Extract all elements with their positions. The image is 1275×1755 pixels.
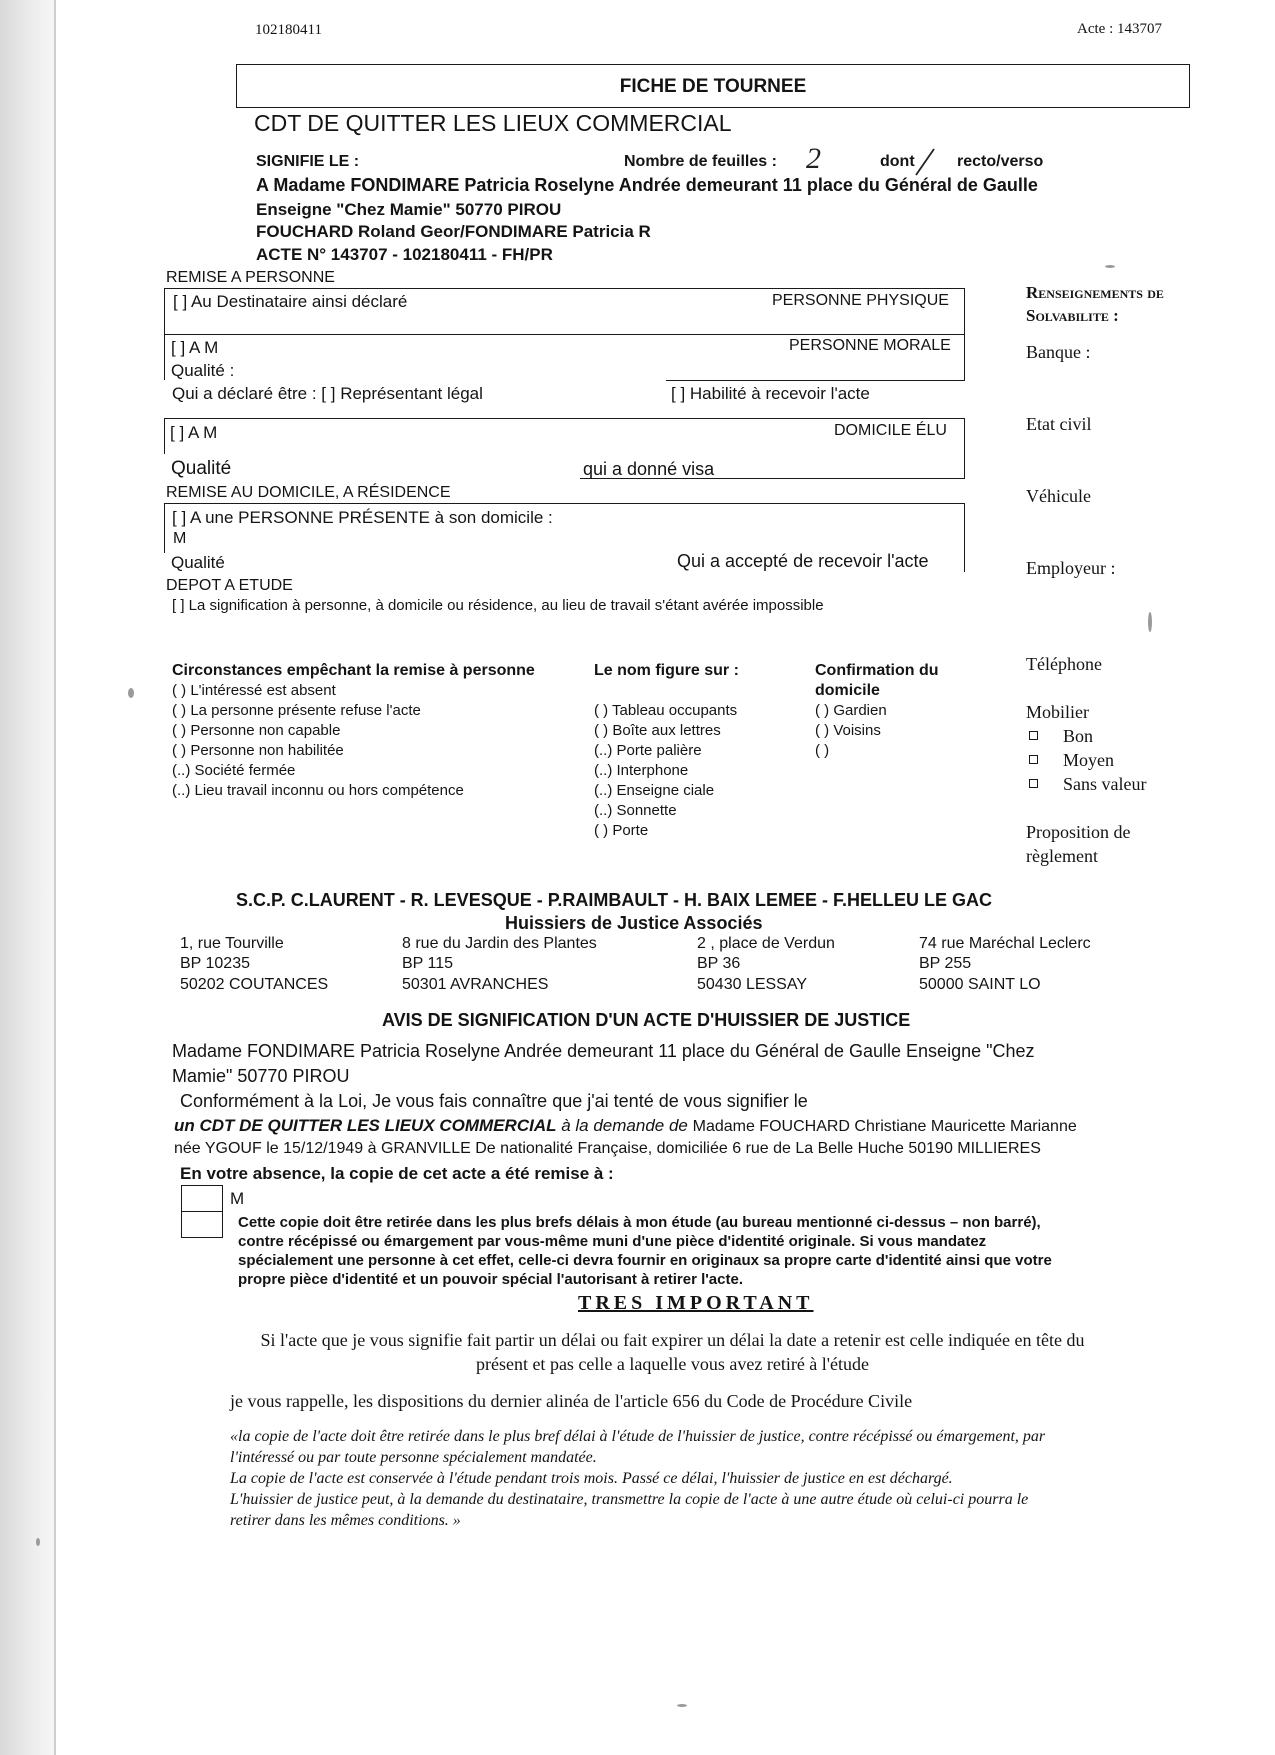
scan-speck (677, 1704, 687, 1707)
tres-important-heading: TRES IMPORTANT (578, 1292, 814, 1314)
confirmation-item[interactable]: ( ) Gardien (815, 702, 887, 719)
avis-addressee-2: Mamie" 50770 PIROU (172, 1066, 350, 1086)
mobilier-sans-valeur-checkbox[interactable] (1029, 779, 1038, 788)
delai-line-2: présent et pas celle a laquelle vous avez retiré à l'étude (475, 1354, 870, 1374)
domicile-m-label: M (173, 530, 187, 547)
article-line-2: l'intéressé ou par toute personne spécialement mandatée. (230, 1449, 597, 1466)
mobilier-bon-label: Bon (1063, 726, 1094, 746)
avis-m-label: M (230, 1189, 245, 1208)
nom-figure-item[interactable]: ( ) Tableau occupants (594, 702, 738, 719)
recipient-line-2: Enseigne "Chez Mamie" 50770 PIROU (256, 200, 562, 219)
habilite-checkbox[interactable]: [ ] Habilité à recevoir l'acte (671, 384, 870, 403)
am-checkbox-1[interactable]: [ ] A M (171, 338, 219, 357)
domicile-elu-label: DOMICILE ÉLU (834, 422, 947, 439)
qualite-label-3: Qualité (171, 553, 225, 572)
personne-morale-label: PERSONNE MORALE (789, 337, 951, 354)
am-checkbox-2[interactable]: [ ] A M (170, 423, 218, 442)
office-avranches-bp: BP 115 (402, 955, 454, 972)
dont-label: dont (880, 153, 915, 170)
scan-speck (36, 1538, 40, 1546)
confirmation-item[interactable]: ( ) (815, 742, 830, 759)
office-lessay-bp: BP 36 (697, 955, 741, 972)
accepte-label: Qui a accepté de recevoir l'acte (677, 551, 929, 571)
office-coutances-bp: BP 10235 (180, 955, 250, 972)
signifie-le-label: SIGNIFIE LE : (256, 153, 360, 170)
office-saint-lo-street: 74 rue Maréchal Leclerc (919, 935, 1091, 952)
personne-physique-label: PERSONNE PHYSIQUE (772, 292, 949, 309)
vehicule-label: Véhicule (1026, 486, 1091, 506)
avis-act-line (174, 1116, 1077, 1136)
recipient-line-3: FOUCHARD Roland Geor/FONDIMARE Patricia R (256, 222, 651, 241)
qualite-label-2: Qualité (171, 458, 232, 479)
article-line-3: La copie de l'acte est conservée à l'étude pendant trois mois. Passé ce délai, l'huissier de justice en est déchargé. (230, 1470, 953, 1487)
circonstance-item[interactable]: ( ) L'intéressé est absent (172, 682, 336, 699)
nom-figure-title: Le nom figure sur : (594, 662, 739, 679)
habilite-top-rule (666, 380, 965, 381)
scan-speck (1148, 612, 1152, 632)
circonstance-item[interactable]: ( ) Personne non capable (172, 722, 341, 739)
office-coutances-city: 50202 COUTANCES (180, 976, 329, 993)
reference-number: 102180411 (255, 22, 322, 38)
office-saint-lo-city: 50000 SAINT LO (919, 976, 1041, 993)
scan-edge-line (54, 0, 56, 1755)
scp-name: S.C.P. C.LAURENT - R. LEVESQUE - P.RAIMBAULT - H. BAIX LEMEE - F.HELLEU LE GAC (236, 890, 993, 910)
proposition-label-2: règlement (1026, 846, 1098, 866)
mobilier-moyen-checkbox[interactable] (1029, 755, 1038, 764)
office-avranches-city: 50301 AVRANCHES (402, 976, 549, 993)
avis-title: AVIS DE SIGNIFICATION D'UN ACTE D'HUISSIER DE JUSTICE (382, 1010, 911, 1030)
confirmation-title-2: domicile (815, 682, 880, 699)
rappel-line: je vous rappelle, les dispositions du dernier alinéa de l'article 656 du Code de Procédure Civile (230, 1391, 913, 1411)
office-saint-lo-bp: BP 255 (919, 955, 972, 972)
solvabilite-title-1: Renseignements de (1026, 283, 1164, 302)
mobilier-moyen-label: Moyen (1063, 750, 1114, 770)
depot-title: DEPOT A ETUDE (166, 577, 293, 594)
employeur-label: Employeur : (1026, 558, 1116, 578)
office-lessay-city: 50430 LESSAY (697, 976, 808, 993)
telephone-label: Téléphone (1026, 654, 1102, 674)
depot-checkbox[interactable]: [ ] La signification à personne, à domicile ou résidence, au lieu de travail s'étant avérée impossible (172, 597, 824, 614)
office-coutances-street: 1, rue Tourville (180, 935, 284, 952)
scan-speck (128, 688, 134, 698)
remise-checkbox-2[interactable] (181, 1211, 223, 1238)
circonstances-title: Circonstances empêchant la remise à personne (172, 662, 535, 679)
confirmation-item[interactable]: ( ) Voisins (815, 722, 881, 739)
solvabilite-title-2: Solvabilite : (1026, 306, 1119, 325)
handwritten-sheet-count: 2 (806, 142, 821, 175)
circonstance-item[interactable]: (..) Société fermée (172, 762, 296, 779)
personne-presente-checkbox[interactable]: [ ] A une PERSONNE PRÉSENTE à son domicile : (172, 508, 553, 527)
page-title: FICHE DE TOURNEE (619, 76, 807, 97)
domicile-elu-top-rule (164, 418, 965, 419)
copie-line-2: contre récépissé ou émargement par vous-même muni d'une pièce d'identité originale. Si vous mandatez (238, 1233, 987, 1250)
proposition-label-1: Proposition de (1026, 822, 1131, 842)
circonstance-item[interactable]: (..) Lieu travail inconnu ou hors compétence (172, 782, 464, 799)
avis-conformement: Conformément à la Loi, Je vous fais connaître que j'ai tenté de vous signifier le (180, 1091, 808, 1111)
scp-subtitle: Huissiers de Justice Associés (505, 913, 763, 933)
avis-absence: En votre absence, la copie de cet acte a été remise à : (180, 1164, 614, 1183)
avis-requerant-1: Madame FOUCHARD Christiane Mauricette Marianne (692, 1118, 1077, 1135)
handwritten-slash-mark (912, 146, 938, 178)
circonstance-item[interactable]: ( ) La personne présente refuse l'acte (172, 702, 421, 719)
avis-demande: à la demande de (556, 1116, 693, 1135)
scan-speck (1105, 265, 1115, 268)
article-line-5: retirer dans les mêmes conditions. » (230, 1512, 461, 1529)
domicile-left-rule (164, 503, 165, 553)
remise-checkbox-1[interactable] (181, 1185, 223, 1212)
copie-line-3: spécialement une personne à cet effet, celle-ci devra fournir en originaux sa propre carte d'identité ainsi que votre (238, 1252, 1052, 1269)
visa-label: qui a donné visa (583, 459, 715, 479)
nom-figure-item[interactable]: ( ) Porte (594, 822, 649, 839)
nom-figure-item[interactable]: (..) Porte palière (594, 742, 702, 759)
acte-number: Acte : 143707 (1077, 21, 1162, 37)
office-lessay-street: 2 , place de Verdun (697, 935, 835, 952)
remise-domicile-title: REMISE AU DOMICILE, A RÉSIDENCE (166, 484, 451, 501)
avis-addressee-1: Madame FONDIMARE Patricia Roselyne Andrée demeurant 11 place du Général de Gaulle Enseigne "Chez (172, 1041, 1035, 1061)
representant-legal-checkbox[interactable]: Qui a déclaré être : [ ] Représentant légal (172, 384, 483, 403)
feuilles-label: Nombre de feuilles : (624, 153, 777, 170)
etat-civil-label: Etat civil (1026, 414, 1092, 434)
copie-line-1: Cette copie doit être retirée dans les plus brefs délais à mon étude (au bureau mentionné ci-dessus – non barré), (238, 1214, 1041, 1231)
nom-figure-item[interactable]: ( ) Boîte aux lettres (594, 722, 721, 739)
recto-verso-label: recto/verso (957, 153, 1044, 170)
circonstance-item[interactable]: ( ) Personne non habilitée (172, 742, 344, 759)
recipient-line-4: ACTE N° 143707 - 102180411 - FH/PR (256, 245, 553, 264)
morale-left-rule (164, 334, 165, 380)
domicile-top-rule (164, 503, 965, 504)
banque-label: Banque : (1026, 342, 1091, 362)
confirmation-title-1: Confirmation du (815, 662, 939, 679)
nom-figure-item[interactable]: (..) Enseigne ciale (594, 782, 715, 799)
copie-line-4: propre pièce d'identité et un pouvoir spécial l'autorisant à retirer l'acte. (238, 1271, 743, 1288)
qualite-label-1: Qualité : (171, 361, 235, 380)
article-line-4: L'huissier de justice peut, à la demande du destinataire, transmettre la copie de l'acte à une autre étude où celui-ci pourra le (230, 1491, 1029, 1508)
domicile-elu-left-rule (164, 418, 165, 454)
avis-act-bold: un CDT DE QUITTER LES LIEUX COMMERCIAL (174, 1116, 557, 1135)
delai-line-1: Si l'acte que je vous signifie fait partir un délai ou fait expirer un délai la date a retenir est celle indiquée en tête du (260, 1330, 1085, 1350)
mobilier-bon-checkbox[interactable] (1029, 731, 1038, 740)
act-type-heading: CDT DE QUITTER LES LIEUX COMMERCIAL (254, 110, 732, 136)
nom-figure-item[interactable]: (..) Sonnette (594, 802, 677, 819)
office-avranches-street: 8 rue du Jardin des Plantes (402, 935, 597, 952)
scan-shadow-edge (0, 0, 56, 1755)
recipient-line-1: A Madame FONDIMARE Patricia Roselyne Andrée demeurant 11 place du Général de Gaulle (256, 175, 1038, 195)
morale-top-rule (164, 334, 965, 335)
remise-personne-title: REMISE A PERSONNE (166, 269, 335, 286)
nom-figure-item[interactable]: (..) Interphone (594, 762, 689, 779)
mobilier-sans-valeur-label: Sans valeur (1063, 774, 1147, 794)
mobilier-label: Mobilier (1026, 702, 1089, 722)
destinataire-checkbox-label[interactable]: [ ] Au Destinataire ainsi déclaré (173, 292, 408, 311)
avis-requerant-2: née YGOUF le 15/12/1949 à GRANVILLE De nationalité Française, domiciliée 6 rue de La Belle Huche 50190 MILLIERES (174, 1140, 1041, 1157)
domicile-right-rule (964, 503, 965, 572)
article-line-1: «la copie de l'acte doit être retirée dans le plus bref délai à l'étude de l'huissier de justice, contre récépissé ou émargement, par (230, 1428, 1046, 1445)
morale-right-rule (964, 334, 965, 381)
domicile-elu-right-rule (964, 418, 965, 479)
